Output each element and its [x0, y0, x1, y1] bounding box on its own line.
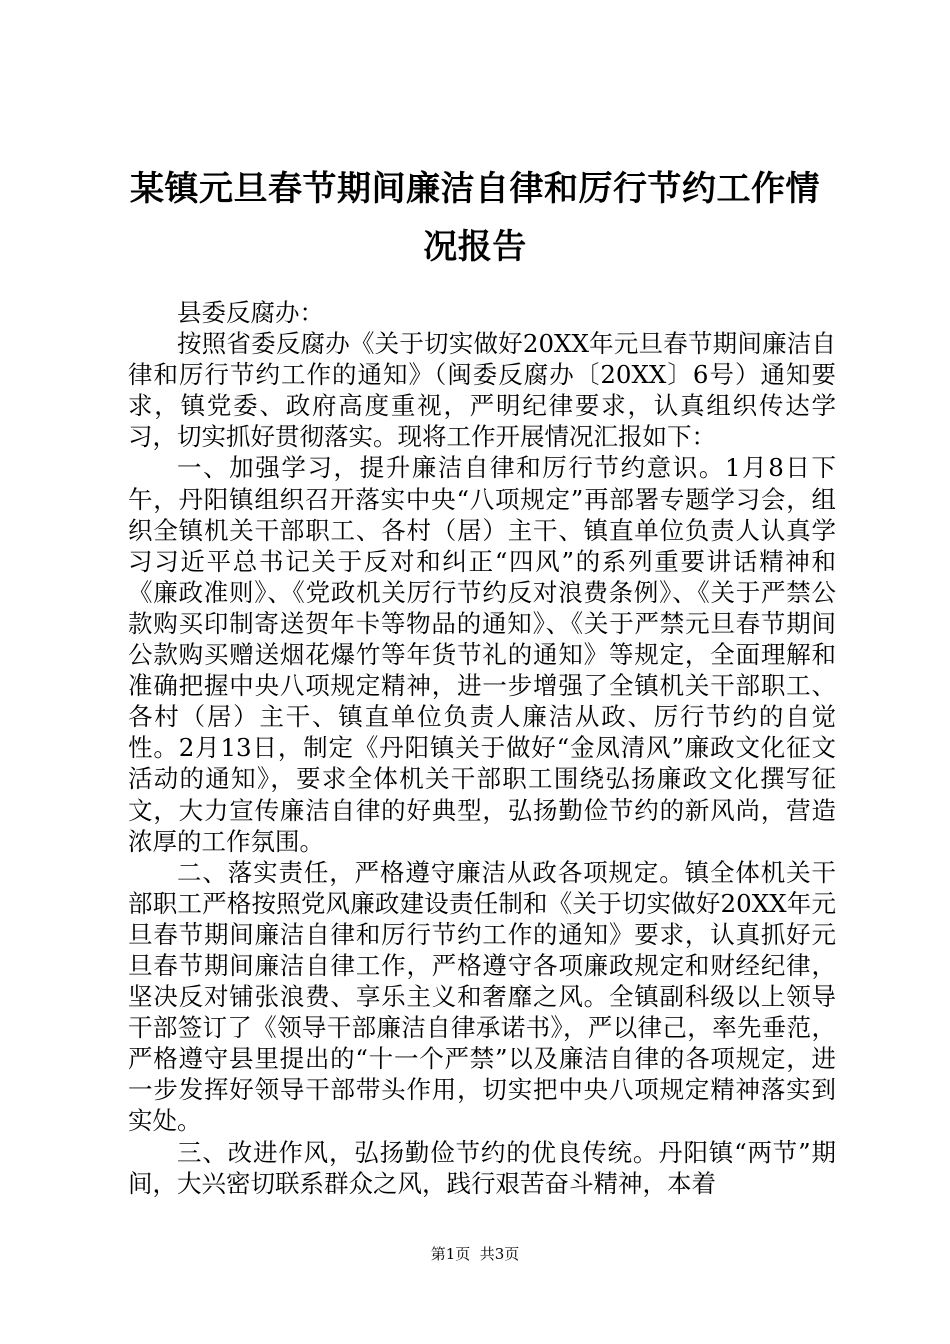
- paragraph-section-1: 一、加强学习，提升廉洁自律和厉行节约意识。1月8日下午，丹阳镇组织召开落实中央“八项规定”再部署专题学习会，组织全镇机关干部职工、各村（居）主干、镇直单位负责人认真学习习近平总书记关于反对和纠正“四风”的系列重要讲话精神和《廉政准则》、《党政机关厉行节约反对浪费条例》、《关于严禁公款购买印制寄送贺年卡等物品的通知》、《关于严禁元旦春节期间公款购买赠送烟花爆竹等年货节礼的通知》等规定，全面理解和准确把握中央八项规定精神，进一步增强了全镇机关干部职工、各村（居）主干、镇直单位负责人廉洁从政、厉行节约的自觉性。2月13日，制定《丹阳镇关于做好“金凤清风”廉政文化征文活动的通知》，要求全体机关干部职工围绕弘扬廉政文化撰写征文，大力宣传廉洁自律的好典型，弘扬勤俭节约的新风尚，营造浓厚的工作氛围。: [128, 453, 836, 856]
- document-body: [128, 297, 836, 1199]
- paragraph-section-3: 三、改进作风，弘扬勤俭节约的优良传统。丹阳镇“两节”期间，大兴密切联系群众之风，践行艰苦奋斗精神，本着: [128, 1137, 836, 1198]
- page-footer: [0, 1244, 950, 1264]
- paragraph-section-2: 二、落实责任，严格遵守廉洁从政各项规定。镇全体机关干部职工严格按照党风廉政建设责任制和《关于切实做好20XX年元旦春节期间廉洁自律和厉行节约工作的通知》要求，认真抓好元旦春节期间廉洁自律工作，严格遵守各项廉政规定和财经纪律，坚决反对铺张浪费、享乐主义和奢靡之风。全镇副科级以上领导干部签订了《领导干部廉洁自律承诺书》，严以律己，率先垂范，严格遵守县里提出的“十一个严禁”以及廉洁自律的各项规定，进一步发挥好领导干部带头作用，切实把中央八项规定精神落实到实处。: [128, 857, 836, 1136]
- page-number: 第1页 共3页: [430, 1245, 520, 1263]
- title-line-1: 某镇元旦春节期间廉洁自律和厉行节约工作情: [130, 169, 820, 209]
- document-title: [100, 160, 850, 276]
- salutation: 县委反腐办：: [177, 298, 324, 327]
- title-line-2: 况报告: [423, 227, 527, 267]
- paragraph-intro: 按照省委反腐办《关于切实做好20XX年元旦春节期间廉洁自律和厉行节约工作的通知》（闽委反腐办〔20XX〕6号）通知要求，镇党委、政府高度重视，严明纪律要求，认真组织传达学习，切实抓好贯彻落实。现将工作开展情况汇报如下：: [128, 329, 836, 452]
